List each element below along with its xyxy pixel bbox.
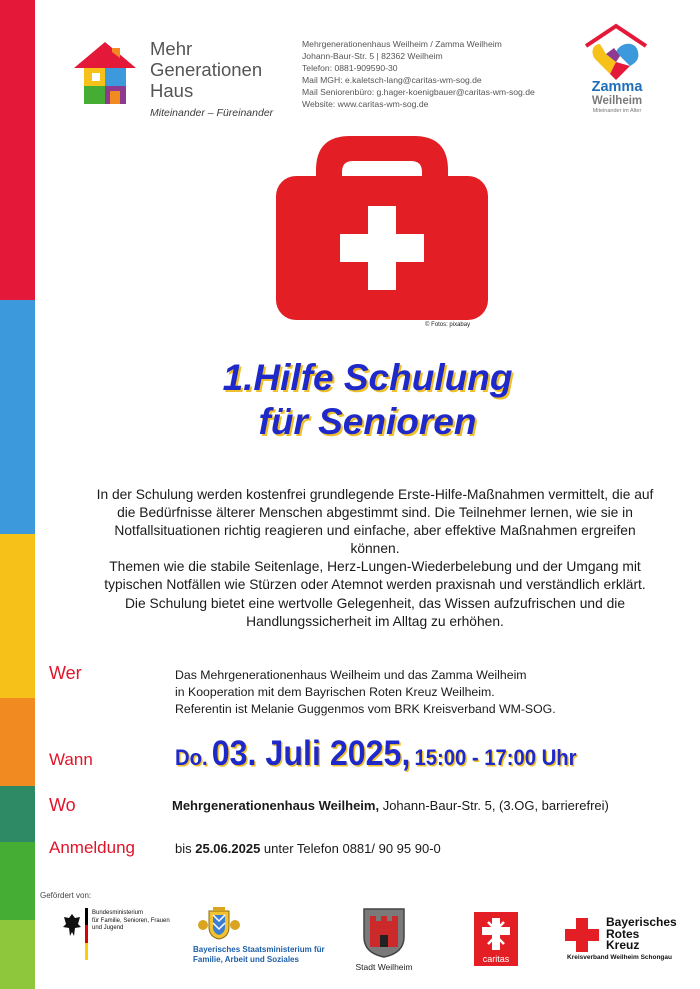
- weilheim-text: Stadt Weilheim: [355, 962, 413, 972]
- intro-line: Notfallsituationen richtig reagieren und einfache, aber effektive Maßnahmen ergreifen: [114, 523, 636, 539]
- label-anmeldung: Anmeldung: [49, 838, 136, 857]
- federal-eagle-icon: [62, 912, 82, 938]
- mgh-line3: Haus: [150, 80, 194, 101]
- german-flag-bar-icon: [85, 908, 88, 960]
- intro-line: typischen Notfällen wie Stürzen oder Atemnot werden praxisnah und verständlich erklärt.: [104, 577, 646, 593]
- intro-line: Handlungssicherheit im Alltag zu erhöhen.: [246, 613, 504, 629]
- wer-line: in Kooperation mit dem Bayrischen Roten Kreuz Weilheim.: [175, 684, 495, 699]
- intro-line: die Bedürfnisse älterer Menschen abgestimmt sind. Die Teilnehmer lernen, wie sie in: [117, 505, 633, 521]
- zamma-city: Weilheim: [591, 95, 643, 107]
- contact-mail-seniorenbuero[interactable]: Mail Seniorenbüro: g.hager-koenigbauer@caritas-wm-sog.de: [302, 87, 535, 98]
- event-datetime: [175, 734, 577, 774]
- wer-line: Das Mehrgenerationenhaus Weilheim und das Zamma Weilheim: [175, 668, 527, 682]
- anmeldung-text: [175, 841, 441, 856]
- caritas-logo-icon: [474, 912, 518, 966]
- zamma-tagline: Miteinander im Alter: [592, 108, 642, 114]
- label-wo: Wo: [49, 795, 76, 815]
- bayern-ministry-text: [193, 945, 325, 965]
- stadt-weilheim-logo: [352, 905, 422, 977]
- event-day: Do.: [175, 745, 208, 770]
- bmfsfj-line: für Familie, Senioren, Frauen: [92, 917, 170, 924]
- title-line2: für Senioren: [258, 401, 477, 442]
- brk-subtitle: Kreisverband Weilheim Schongau: [567, 954, 672, 961]
- brk-line: Bayerisches: [606, 915, 677, 929]
- anmeldung-prefix: bis: [175, 841, 196, 856]
- title-line1: 1.Hilfe Schulung: [222, 357, 513, 398]
- event-time: 15:00 - 17:00 Uhr: [414, 745, 577, 770]
- intro-line: Die Schulung bietet eine wertvolle Gelegenheit, das Wissen aufzufrischen und die: [124, 595, 626, 611]
- wer-text: [175, 667, 556, 717]
- mgh-line2: Generationen: [150, 59, 263, 80]
- event-address: Johann-Baur-Str. 5, (3.OG, barrierefrei): [379, 798, 609, 813]
- contact-line: Johann-Baur-Str. 5 | 82362 Weilheim: [302, 51, 443, 62]
- bayern-line: Bayerisches Staatsministerium für: [193, 945, 325, 954]
- bavarian-coat-of-arms-icon: [195, 907, 243, 941]
- photo-credit: © Fotos: pixabay: [425, 322, 471, 328]
- mgh-wordmark: [150, 38, 273, 124]
- bayern-line: Familie, Arbeit und Soziales: [193, 955, 299, 964]
- mgh-tagline: Miteinander – Füreinander: [150, 107, 274, 119]
- zamma-wordmark: [582, 80, 652, 115]
- event-date: 03. Juli 2025,: [211, 734, 411, 773]
- mgh-line1: Mehr: [150, 38, 193, 59]
- bmfsfj-line: Bundesministerium: [92, 910, 144, 916]
- contact-website[interactable]: Website: www.caritas-wm-sog.de: [302, 99, 429, 110]
- intro-paragraph: [50, 486, 700, 631]
- intro-line: In der Schulung werden kostenfrei grundlegende Erste-Hilfe-Maßnahmen vermittelt, die auf: [96, 487, 654, 502]
- anmeldung-deadline: 25.06.2025: [195, 841, 261, 856]
- first-aid-kit-icon: [276, 136, 488, 320]
- red-cross-icon: [565, 918, 599, 952]
- label-wann: Wann: [49, 750, 93, 769]
- bmfsfj-text: [92, 910, 170, 933]
- brk-logo: [565, 915, 695, 966]
- brk-name: [606, 917, 677, 952]
- contact-line: Telefon: 0881-909590-30: [302, 63, 398, 74]
- intro-line: Themen wie die stabile Seitenlage, Herz-Lungen-Wiederbelebung und der Umgang mit: [109, 559, 641, 575]
- bayern-ministry-logo: [193, 905, 343, 965]
- contact-line: Mehrgenerationenhaus Weilheim / Zamma Weilheim: [302, 39, 502, 49]
- wer-line: Referentin ist Melanie Guggenmos vom BRK Kreisverband WM-SOG.: [175, 701, 556, 716]
- anmeldung-phone: unter Telefon 0881/ 90 95 90-0: [260, 841, 441, 856]
- sponsored-by-label: Gefördert von:: [40, 891, 92, 900]
- contact-info: [302, 38, 535, 111]
- mgh-house-logo-icon: [72, 40, 138, 106]
- brk-line: Rotes: [606, 926, 640, 941]
- bmfsfj-line: und Jugend: [92, 925, 124, 931]
- event-place: Mehrgenerationenhaus Weilheim,: [172, 798, 380, 813]
- intro-line: können.: [350, 541, 400, 557]
- bmfsfj-logo: [62, 906, 187, 962]
- zamma-name: Zamma: [591, 79, 643, 95]
- side-color-stripe: [0, 0, 35, 989]
- caritas-label: caritas: [482, 954, 510, 964]
- label-wer: Wer: [49, 663, 82, 683]
- wo-text: [172, 798, 609, 813]
- contact-mail-mgh[interactable]: Mail MGH: e.kaletsch-lang@caritas-wm-sog.de: [302, 75, 482, 86]
- brk-line: Kreuz: [606, 938, 640, 952]
- weilheim-town-shield-icon: [362, 907, 406, 959]
